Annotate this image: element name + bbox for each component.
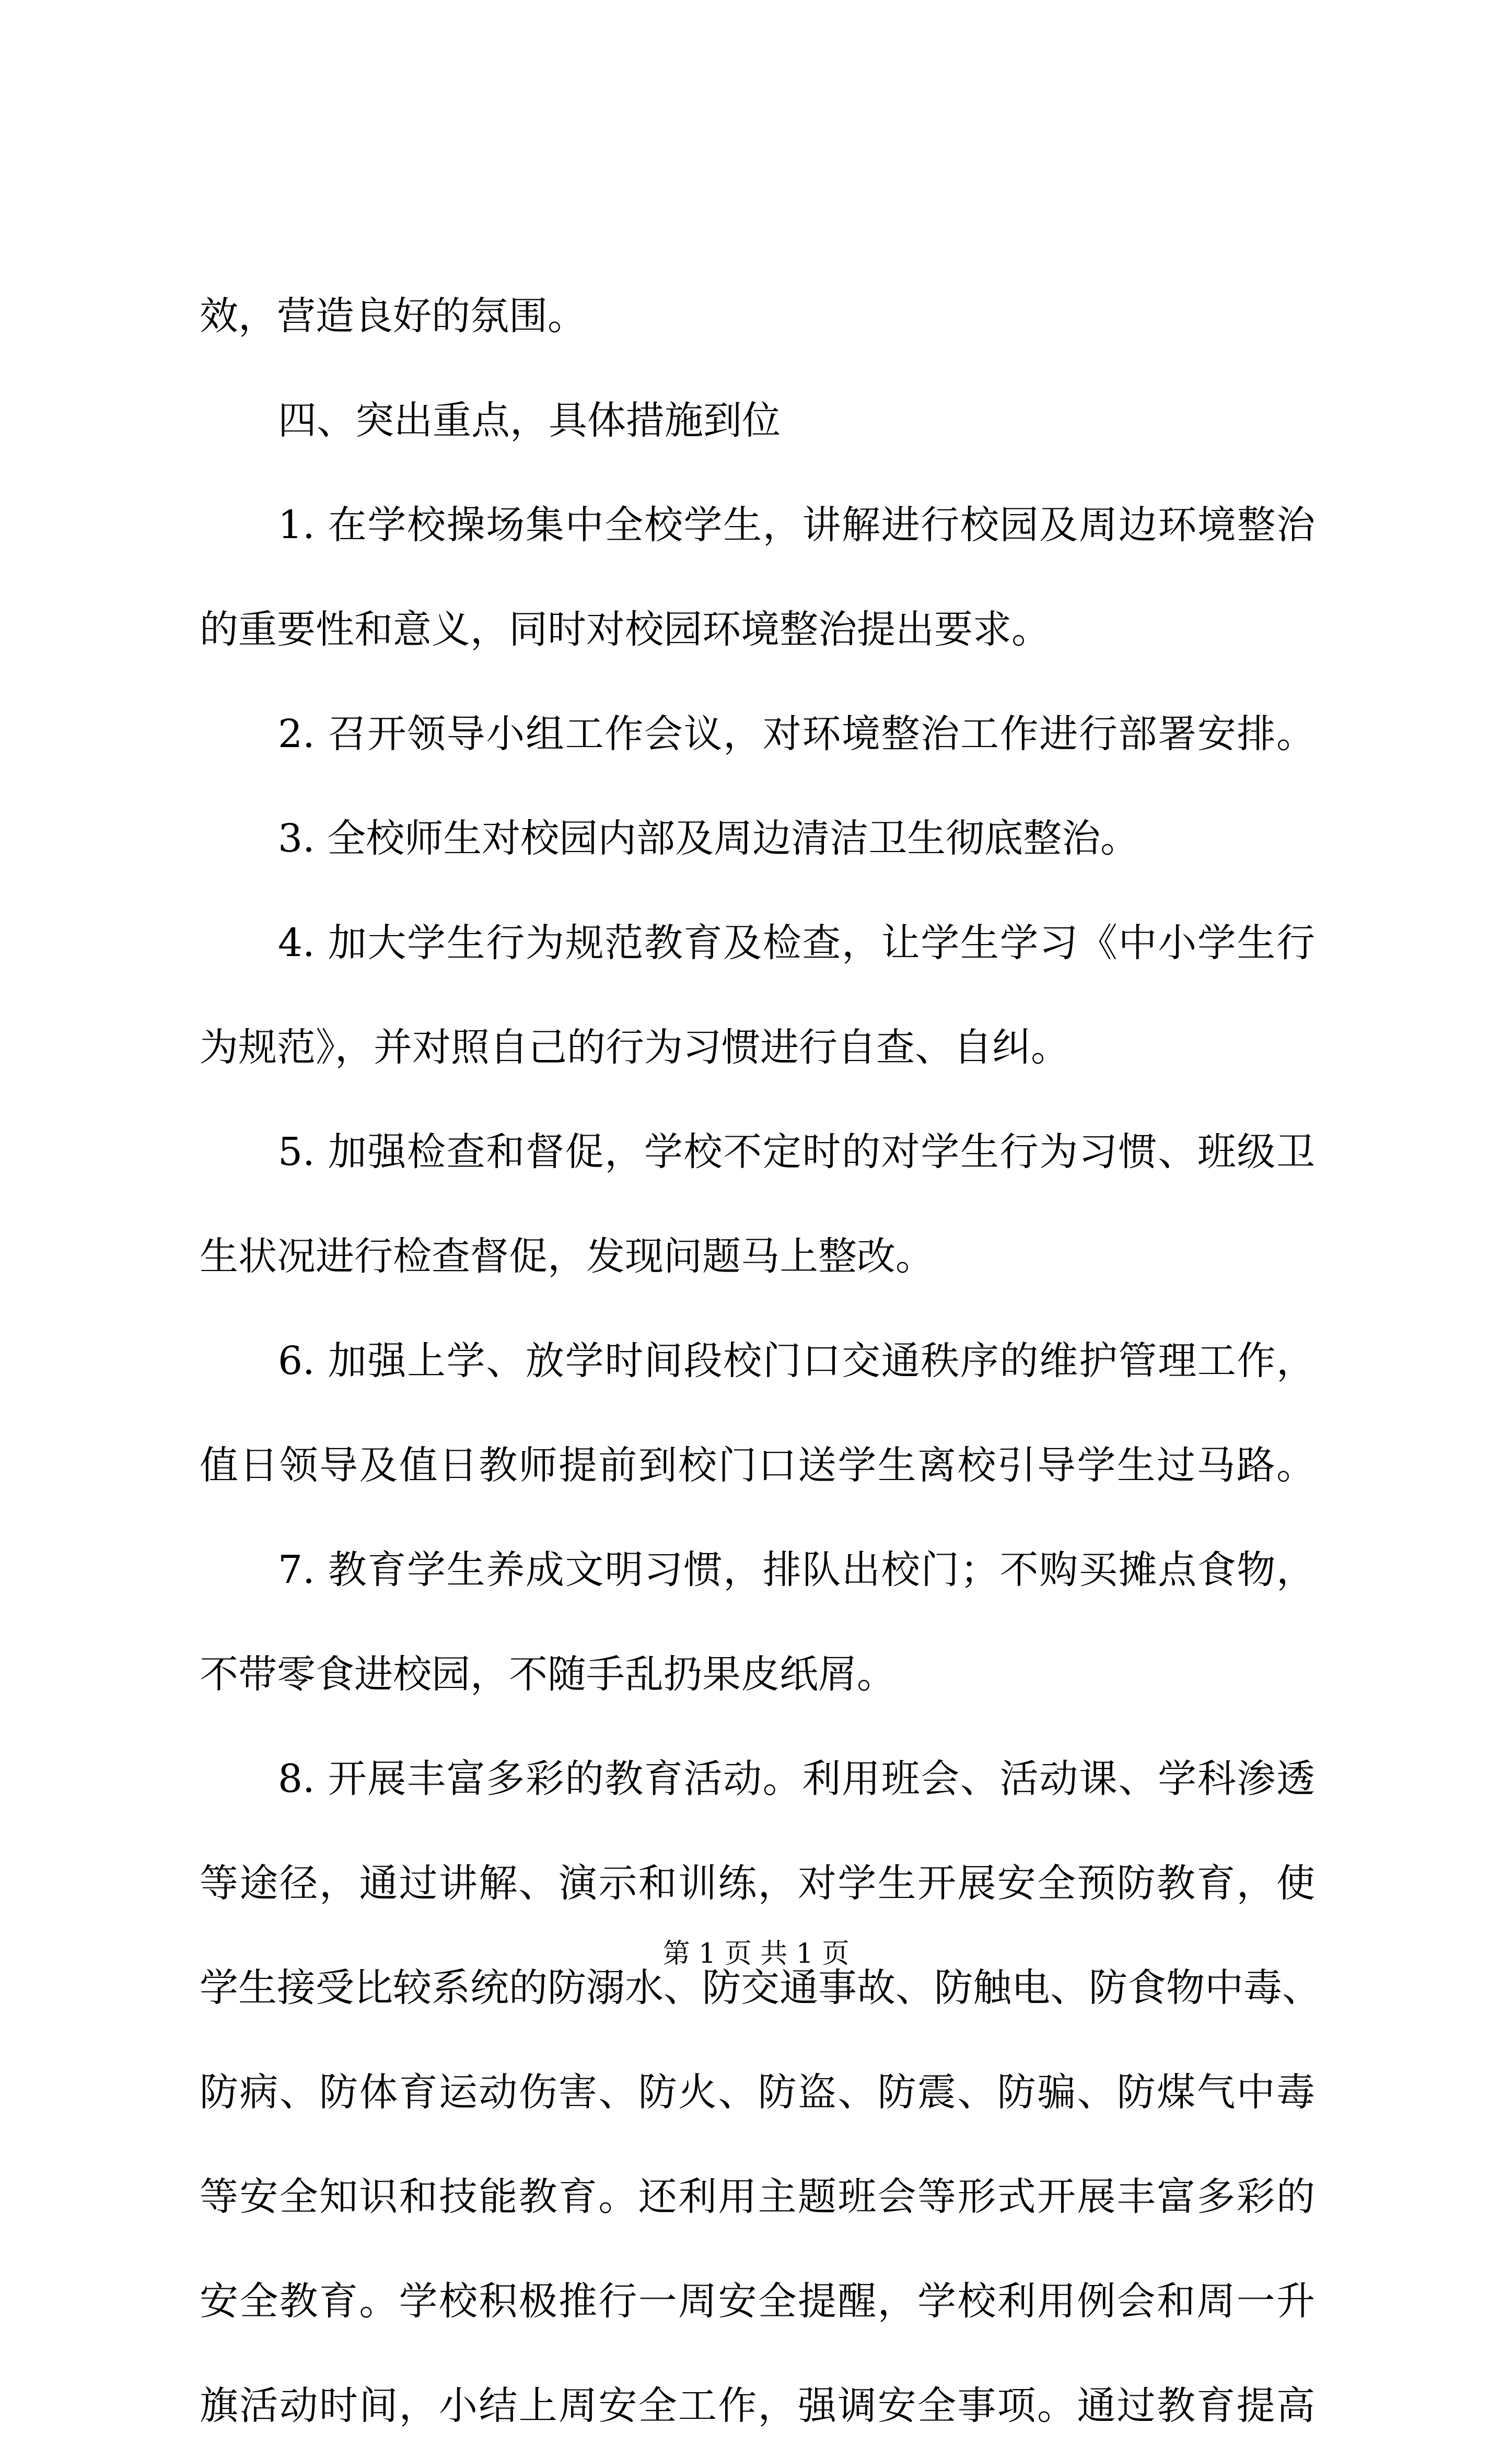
item-1-line-1: 1. 在学校操场集中全校学生，讲解进行校园及周边环境整治 [278, 503, 1315, 547]
item-8-line-7: 旗活动时间，小结上周安全工作，强调安全事项。通过教育提高 [200, 2383, 1315, 2428]
section-heading-4: 四、突出重点，具体措施到位 [278, 398, 781, 443]
item-4-line-1: 4. 加大学生行为规范教育及检查，让学生学习《中小学生行 [278, 921, 1315, 965]
item-5-line-2: 生状况进行检查督促，发现问题马上整改。 [200, 1234, 934, 1279]
item-6-line-2: 值日领导及值日教师提前到校门口送学生离校引导学生过马路。 [200, 1443, 1315, 1488]
item-8-line-4: 防病、防体育运动伤害、防火、防盗、防震、防骗、防煤气中毒 [200, 2070, 1315, 2115]
item-8-line-1: 8. 开展丰富多彩的教育活动。利用班会、活动课、学科渗透 [278, 1756, 1315, 1801]
item-6-line-1: 6. 加强上学、放学时间段校门口交通秩序的维护管理工作， [278, 1338, 1315, 1383]
item-8-line-3: 学生接受比较系统的防溺水、防交通事故、防触电、防食物中毒、 [200, 1965, 1321, 2010]
item-7-line-1: 7. 教育学生养成文明习惯，排队出校门；不购买摊点食物， [278, 1547, 1315, 1592]
item-3-line-1: 3. 全校师生对校园内部及周边清洁卫生彻底整治。 [278, 816, 1139, 861]
text-line-1: 效，营造良好的氛围。 [200, 294, 586, 339]
page-footer: 第 1 页 共 1 页 [662, 1938, 850, 1970]
item-1-line-2: 的重要性和意义，同时对校园环境整治提出要求。 [200, 607, 1050, 652]
document-body [200, 264, 1321, 2458]
item-5-line-1: 5. 加强检查和督促，学校不定时的对学生行为习惯、班级卫 [278, 1129, 1315, 1174]
item-7-line-2: 不带零食进校园，不随手乱扔果皮纸屑。 [200, 1652, 895, 1697]
item-8-line-5: 等安全知识和技能教育。还利用主题班会等形式开展丰富多彩的 [200, 2174, 1315, 2219]
item-8-line-2: 等途径，通过讲解、演示和训练，对学生开展安全预防教育，使 [200, 1861, 1315, 1906]
item-8-line-6: 安全教育。学校积极推行一周安全提醒，学校利用例会和周一升 [200, 2279, 1315, 2324]
item-4-line-2: 为规范》，并对照自己的行为习惯进行自查、自纠。 [200, 1025, 1069, 1070]
item-2-line-1: 2. 召开领导小组工作会议，对环境整治工作进行部署安排。 [278, 712, 1315, 756]
